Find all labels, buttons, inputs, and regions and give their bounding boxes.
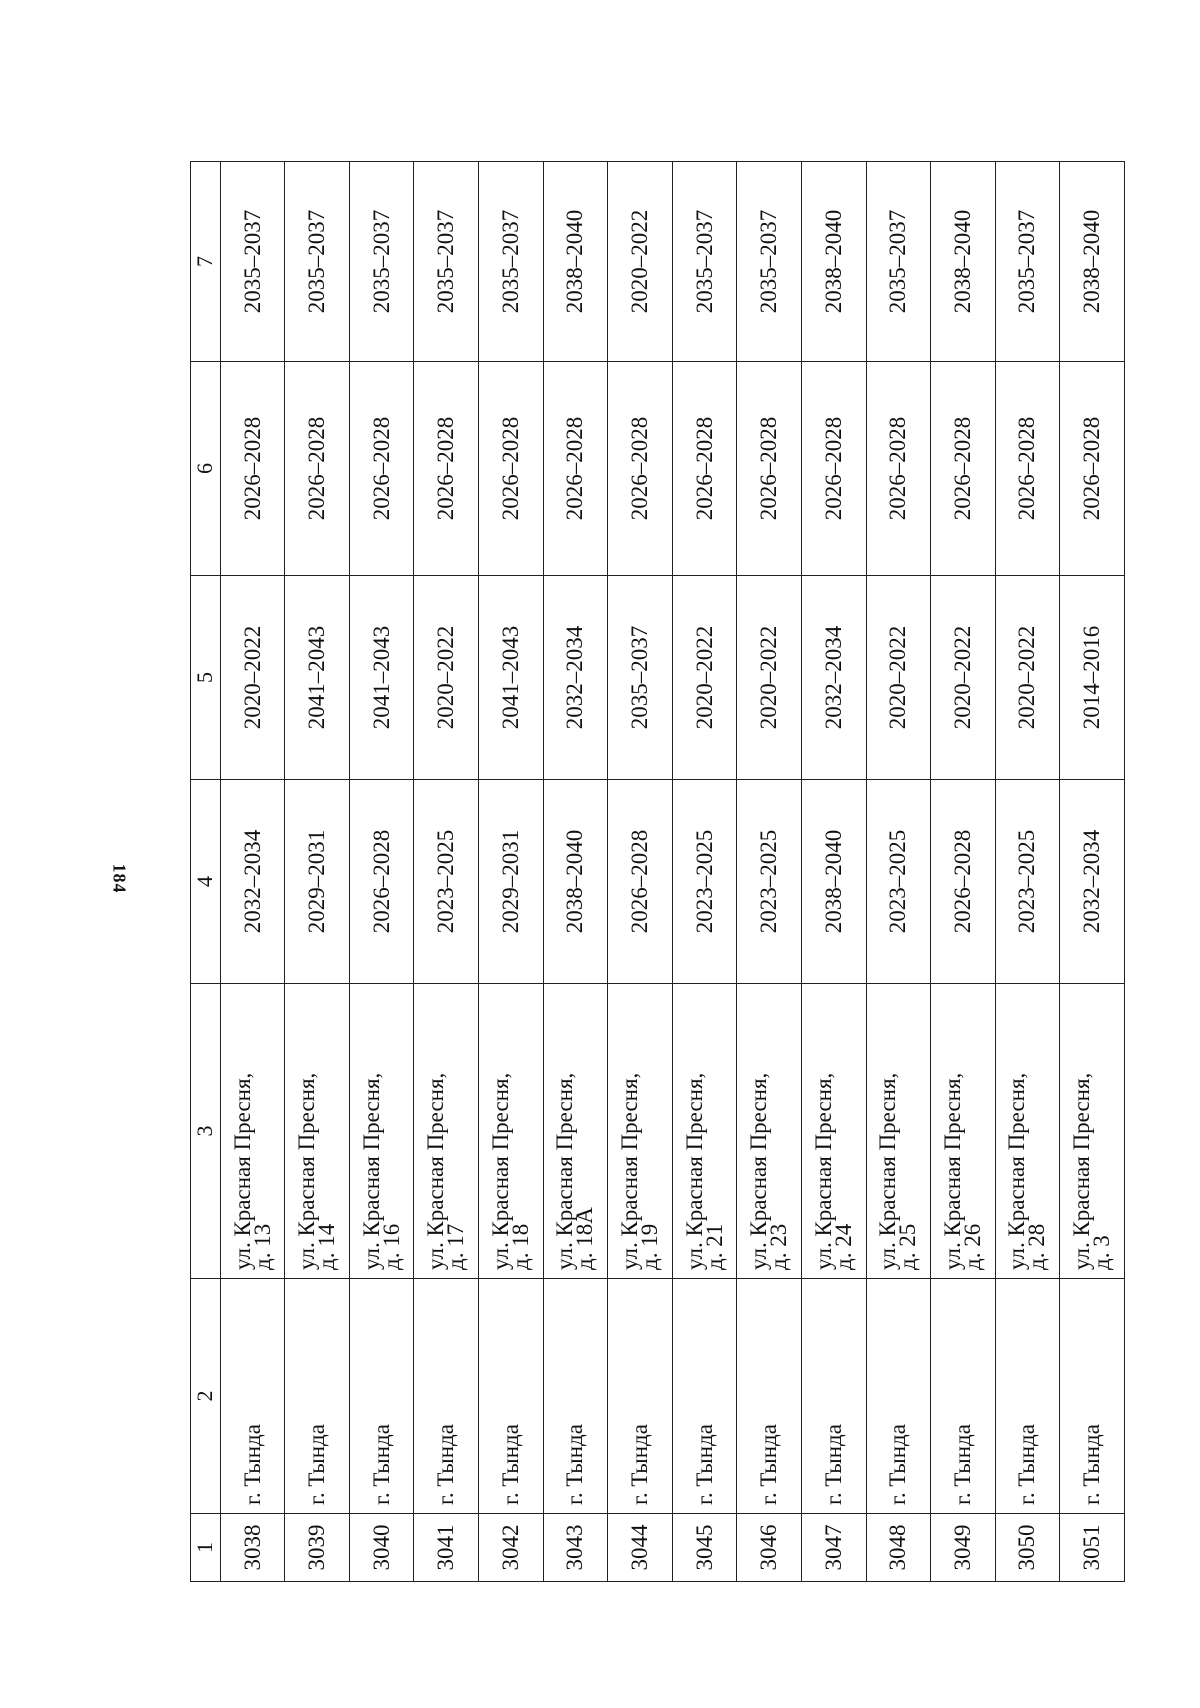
page-number: 184 xyxy=(109,863,130,894)
table-rotated-container xyxy=(190,162,1125,1582)
table-row xyxy=(931,162,996,1582)
row-number-cell: 3041 xyxy=(414,1514,479,1582)
column-number: 1 xyxy=(191,1514,221,1582)
period-col4-cell: 2032–2034 xyxy=(1060,780,1125,984)
period-col7-cell: 2035–2037 xyxy=(285,162,350,362)
period-col5-cell: 2020–2022 xyxy=(672,576,737,780)
period-col4-cell: 2023–2025 xyxy=(414,780,479,984)
table-row xyxy=(995,162,1060,1582)
period-col5-cell: 2020–2022 xyxy=(866,576,931,780)
city-cell: г. Тында xyxy=(931,1279,996,1514)
period-col5-cell: 2041–2043 xyxy=(285,576,350,780)
address-street: ул. Красная Пресня, xyxy=(423,1072,449,1270)
row-number-cell: 3050 xyxy=(995,1514,1060,1582)
address-house: д. 25 xyxy=(895,1223,921,1270)
period-col4-cell: 2038–2040 xyxy=(801,780,866,984)
row-number-cell: 3048 xyxy=(866,1514,931,1582)
address-house: д. 16 xyxy=(378,1223,404,1270)
table-row xyxy=(285,162,350,1582)
address-cell xyxy=(801,984,866,1279)
period-col7-cell: 2035–2037 xyxy=(866,162,931,362)
address-street: ул. Красная Пресня, xyxy=(875,1072,901,1270)
address-cell xyxy=(543,984,608,1279)
period-col4-cell: 2023–2025 xyxy=(672,780,737,984)
address-street: ул. Красная Пресня, xyxy=(552,1072,578,1270)
table-body xyxy=(191,162,1125,1582)
address-house: д. 28 xyxy=(1024,1223,1050,1270)
period-col6-cell: 2026–2028 xyxy=(349,362,414,576)
column-number: 3 xyxy=(191,984,221,1279)
address-house: д. 3 xyxy=(1089,1235,1115,1270)
period-col5-cell: 2035–2037 xyxy=(608,576,673,780)
period-col4-cell: 2026–2028 xyxy=(608,780,673,984)
period-col7-cell: 2038–2040 xyxy=(543,162,608,362)
city-cell: г. Тында xyxy=(866,1279,931,1514)
city-cell: г. Тында xyxy=(1060,1279,1125,1514)
address-street: ул. Красная Пресня, xyxy=(939,1072,965,1270)
row-number-cell: 3043 xyxy=(543,1514,608,1582)
period-col6-cell: 2026–2028 xyxy=(414,362,479,576)
city-cell: г. Тында xyxy=(672,1279,737,1514)
address-cell xyxy=(220,984,285,1279)
row-number-cell: 3049 xyxy=(931,1514,996,1582)
address-house: д. 23 xyxy=(766,1223,792,1270)
row-number-cell: 3038 xyxy=(220,1514,285,1582)
period-col4-cell: 2029–2031 xyxy=(285,780,350,984)
period-col4-cell: 2023–2025 xyxy=(737,780,802,984)
table-row xyxy=(866,162,931,1582)
period-col7-cell: 2035–2037 xyxy=(220,162,285,362)
period-col7-cell: 2038–2040 xyxy=(801,162,866,362)
city-cell: г. Тында xyxy=(220,1279,285,1514)
row-number-cell: 3047 xyxy=(801,1514,866,1582)
address-house: д. 21 xyxy=(701,1223,727,1270)
period-col5-cell: 2020–2022 xyxy=(220,576,285,780)
row-number-cell: 3042 xyxy=(479,1514,544,1582)
address-cell xyxy=(349,984,414,1279)
column-number: 5 xyxy=(191,576,221,780)
address-street: ул. Красная Пресня, xyxy=(681,1072,707,1270)
address-house: д. 14 xyxy=(314,1223,340,1270)
city-cell: г. Тында xyxy=(285,1279,350,1514)
city-cell: г. Тында xyxy=(801,1279,866,1514)
city-cell: г. Тында xyxy=(479,1279,544,1514)
table-row xyxy=(801,162,866,1582)
period-col5-cell: 2032–2034 xyxy=(801,576,866,780)
address-street: ул. Красная Пресня, xyxy=(616,1072,642,1270)
period-col7-cell: 2035–2037 xyxy=(672,162,737,362)
address-cell xyxy=(737,984,802,1279)
period-col7-cell: 2035–2037 xyxy=(414,162,479,362)
address-cell xyxy=(479,984,544,1279)
city-cell: г. Тында xyxy=(414,1279,479,1514)
period-col4-cell: 2026–2028 xyxy=(931,780,996,984)
table-row xyxy=(608,162,673,1582)
row-number-cell: 3051 xyxy=(1060,1514,1125,1582)
column-number: 4 xyxy=(191,780,221,984)
period-col7-cell: 2038–2040 xyxy=(931,162,996,362)
period-col6-cell: 2026–2028 xyxy=(672,362,737,576)
address-house: д. 18 xyxy=(507,1223,533,1270)
period-col6-cell: 2026–2028 xyxy=(995,362,1060,576)
period-col7-cell: 2038–2040 xyxy=(1060,162,1125,362)
period-col6-cell: 2026–2028 xyxy=(1060,362,1125,576)
row-number-cell: 3045 xyxy=(672,1514,737,1582)
table-row xyxy=(543,162,608,1582)
period-col7-cell: 2035–2037 xyxy=(737,162,802,362)
address-house: д. 24 xyxy=(830,1223,856,1270)
row-number-cell: 3040 xyxy=(349,1514,414,1582)
address-cell xyxy=(995,984,1060,1279)
address-street: ул. Красная Пресня, xyxy=(810,1072,836,1270)
table-row xyxy=(1060,162,1125,1582)
address-cell xyxy=(608,984,673,1279)
table-row xyxy=(672,162,737,1582)
row-number-cell: 3039 xyxy=(285,1514,350,1582)
address-house: д. 13 xyxy=(249,1223,275,1270)
period-col7-cell: 2035–2037 xyxy=(479,162,544,362)
period-col5-cell: 2020–2022 xyxy=(737,576,802,780)
period-col4-cell: 2023–2025 xyxy=(995,780,1060,984)
period-col6-cell: 2026–2028 xyxy=(931,362,996,576)
address-street: ул. Красная Пресня, xyxy=(1004,1072,1030,1270)
period-col7-cell: 2035–2037 xyxy=(349,162,414,362)
address-street: ул. Красная Пресня, xyxy=(358,1072,384,1270)
column-number: 2 xyxy=(191,1279,221,1514)
address-street: ул. Красная Пресня, xyxy=(1069,1072,1095,1270)
table-row xyxy=(479,162,544,1582)
period-col5-cell: 2014–2016 xyxy=(1060,576,1125,780)
city-cell: г. Тында xyxy=(995,1279,1060,1514)
table-row xyxy=(349,162,414,1582)
address-street: ул. Красная Пресня, xyxy=(229,1072,255,1270)
period-col5-cell: 2020–2022 xyxy=(414,576,479,780)
table-row xyxy=(220,162,285,1582)
address-house: д. 26 xyxy=(959,1223,985,1270)
period-col6-cell: 2026–2028 xyxy=(220,362,285,576)
address-street: ул. Красная Пресня, xyxy=(746,1072,772,1270)
address-street: ул. Красная Пресня, xyxy=(487,1072,513,1270)
column-number: 7 xyxy=(191,162,221,362)
row-number-cell: 3044 xyxy=(608,1514,673,1582)
period-col5-cell: 2020–2022 xyxy=(995,576,1060,780)
period-col7-cell: 2035–2037 xyxy=(995,162,1060,362)
period-col5-cell: 2020–2022 xyxy=(931,576,996,780)
city-cell: г. Тында xyxy=(349,1279,414,1514)
period-col5-cell: 2032–2034 xyxy=(543,576,608,780)
period-col5-cell: 2041–2043 xyxy=(479,576,544,780)
period-col6-cell: 2026–2028 xyxy=(801,362,866,576)
city-cell: г. Тында xyxy=(737,1279,802,1514)
city-cell: г. Тында xyxy=(608,1279,673,1514)
period-col6-cell: 2026–2028 xyxy=(543,362,608,576)
period-col4-cell: 2023–2025 xyxy=(866,780,931,984)
period-col5-cell: 2041–2043 xyxy=(349,576,414,780)
period-col6-cell: 2026–2028 xyxy=(737,362,802,576)
period-col6-cell: 2026–2028 xyxy=(866,362,931,576)
address-house: д. 17 xyxy=(443,1223,469,1270)
city-cell: г. Тында xyxy=(543,1279,608,1514)
table-row xyxy=(414,162,479,1582)
address-house: д. 19 xyxy=(636,1223,662,1270)
period-col6-cell: 2026–2028 xyxy=(608,362,673,576)
period-col6-cell: 2026–2028 xyxy=(479,362,544,576)
period-col6-cell: 2026–2028 xyxy=(285,362,350,576)
table-row xyxy=(737,162,802,1582)
period-col4-cell: 2038–2040 xyxy=(543,780,608,984)
column-number-row xyxy=(191,162,221,1582)
period-col4-cell: 2026–2028 xyxy=(349,780,414,984)
address-cell xyxy=(931,984,996,1279)
address-cell xyxy=(414,984,479,1279)
address-cell xyxy=(285,984,350,1279)
column-number: 6 xyxy=(191,362,221,576)
period-col4-cell: 2032–2034 xyxy=(220,780,285,984)
schedule-table xyxy=(190,161,1125,1582)
row-number-cell: 3046 xyxy=(737,1514,802,1582)
address-cell xyxy=(866,984,931,1279)
address-cell xyxy=(672,984,737,1279)
address-house: д. 18А xyxy=(572,1207,598,1270)
address-cell xyxy=(1060,984,1125,1279)
address-street: ул. Красная Пресня, xyxy=(294,1072,320,1270)
period-col4-cell: 2029–2031 xyxy=(479,780,544,984)
period-col7-cell: 2020–2022 xyxy=(608,162,673,362)
